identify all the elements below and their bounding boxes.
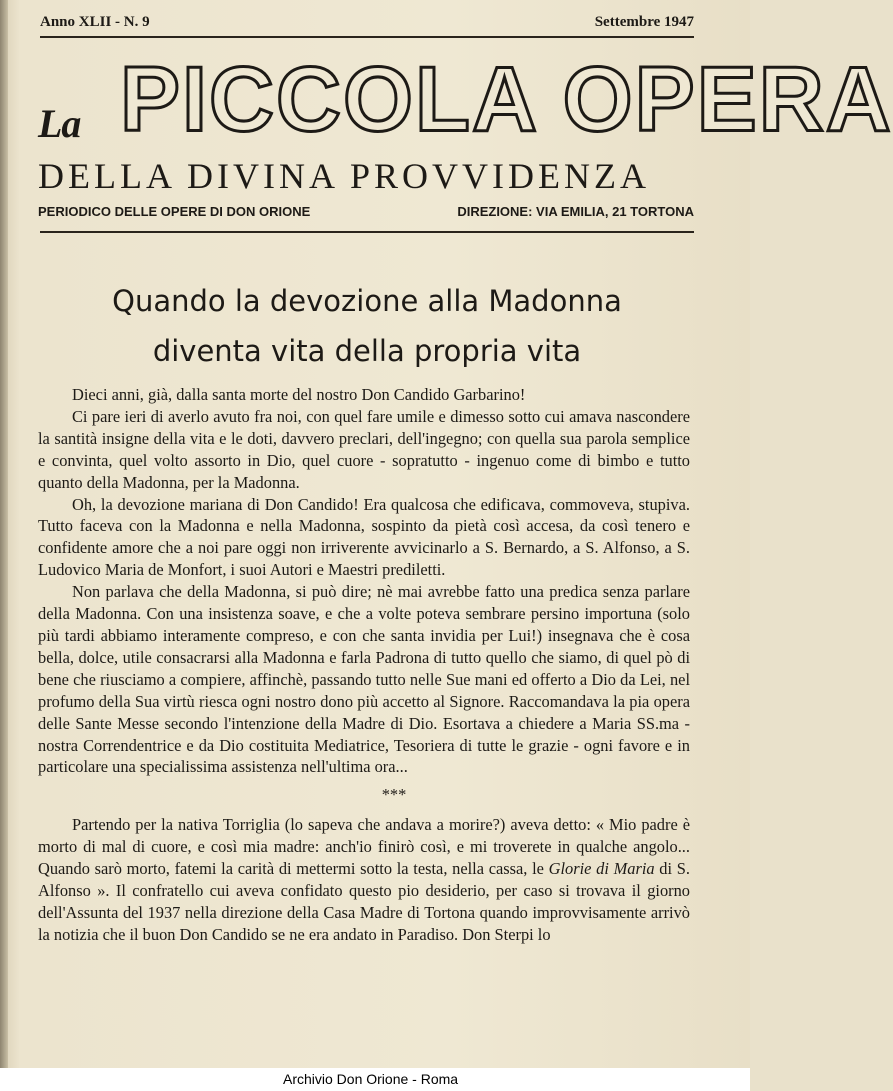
article-title [40, 276, 694, 376]
paragraph-text: di S. Alfonso ». Il confratello cui aveva confidato questo pio desiderio, per caso si trovava il giorno dell'Assunta del 1937 nella direzione della Casa Madre di Tortona quando improvvisamente arrivò la notizia che il buon Don Candido se ne era andato in Paradiso. Don Sterpi lo [38, 859, 690, 944]
periodical-label: PERIODICO DELLE OPERE DI DON ORIONE [38, 204, 311, 219]
issue-number: Anno XLII - N. 9 [40, 14, 150, 30]
issue-date: Settembre 1947 [594, 14, 694, 30]
section-separator: *** [381, 785, 407, 805]
article-title-line-1: Quando la devozione alla Madonna [112, 284, 622, 318]
paragraph: Oh, la devozione mariana di Don Candido! Era qualcosa che edificava, commoveva, stupiva. Tutto faceva con la Madonna e nella Madonna, sospinto da pietà così accesa, da così tenero e confidente amore che a noi pare oggi non irriverente avvicinarlo a S. Bernardo, a S. Alfonso, a S. Ludovico Maria de Monfort, i suoi Autori e Maestri prediletti. [38, 494, 690, 580]
masthead [38, 49, 893, 152]
paragraph: Dieci anni, già, dalla santa morte del nostro Don Candido Garbarino! [72, 385, 526, 404]
issue-bar [40, 12, 694, 36]
archive-footer [0, 1068, 750, 1091]
article-title-line-2: diventa vita della propria vita [152, 334, 582, 368]
publication-info [38, 204, 694, 224]
masthead-title: PICCOLA OPERA [120, 49, 893, 151]
paragraph-text: Partendo per la nativa Torriglia (lo sapeva che andava a morire?) aveva detto: « Mio padre è morto di mal di cuore, e così mia madre: anch'io finirò così, e mi troverete in qualche angolo... Quando sarò morto, fatemi la carità di mettermi sotto la testa, nella cassa, le [38, 815, 690, 879]
top-rule [40, 36, 694, 38]
article-body [38, 384, 690, 946]
paragraph: Non parlava che della Madonna, si può dire; nè mai avrebbe fatto una predica senza parlare della Madonna. Con una insistenza soave, e che a volte poteva sembrare persino importuna (solo più tardi abbiamo interamente compreso, e con che santa invidia per Lui!) insegnava che è cosa bella, dolce, utile consacrarsi alla Madonna e farla Padrona di tutto quello che siamo, di quel pò di bene che riusciamo a compiere, affinchè, passando tutto nelle Sue mani ed offerto a Dio da Lei, nel profumo della Sua virtù riesca ogni nostro dono più accetto al Signore. Raccomandava la pia opera delle Sante Messe secondo l'intenzione della Madre di Dio. Esortava a chiedere a Maria SS.ma - nostra Correndentrice e da Dio costituita Mediatrice, Tesoriera di tutte le grazie - ogni favore e in particolare una specialissima assistenza nell'ultima ora... [38, 582, 690, 777]
book-title: Glorie di Maria [548, 859, 655, 879]
paragraph: Ci pare ieri di averlo avuto fra noi, con quel fare umile e dimesso sotto cui amava nascondere la santità insigne della vita e le doti, davvero preclari, dell'ingegno; con quella sua parola semplice e convinta, quel volto assorto in Dio, quel cuore - sopratutto - ingenuo come di bimbo e tutto quanto della Madonna, per la Madonna. [38, 406, 690, 492]
header-rule [40, 231, 694, 233]
masthead-prefix: La [38, 101, 81, 146]
direction-address: DIREZIONE: VIA EMILIA, 21 TORTONA [457, 204, 694, 219]
archive-label: Archivio Don Orione - Roma [283, 1071, 459, 1087]
paragraph [38, 814, 690, 945]
masthead-subtitle: DELLA DIVINA PROVVIDENZA [38, 156, 650, 196]
binding-edge [0, 0, 8, 1091]
